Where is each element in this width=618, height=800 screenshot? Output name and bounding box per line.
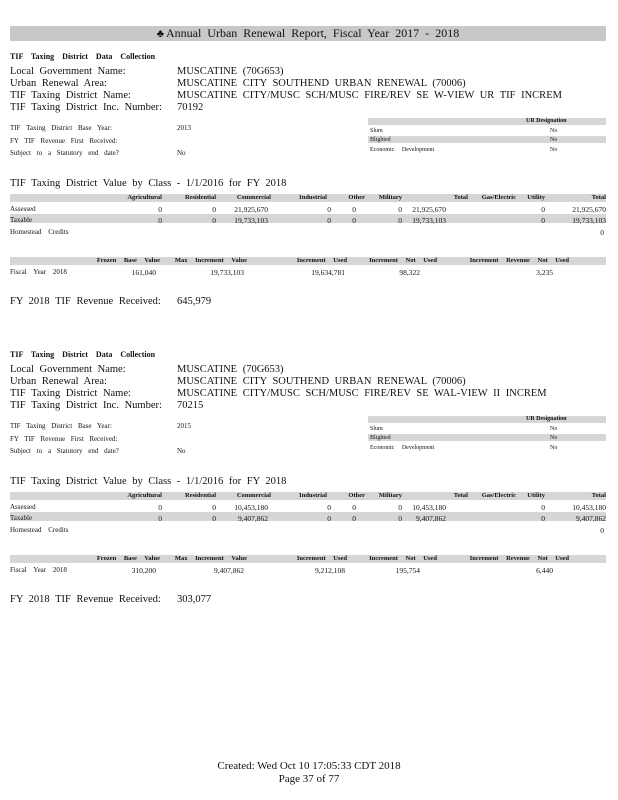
- assessed-agricultural: 0: [158, 205, 162, 214]
- blighted-label: Blighted: [370, 137, 391, 143]
- taxable-utility: 0: [541, 216, 545, 225]
- taxable-agricultural: 0: [158, 216, 162, 225]
- col-utility: Utility: [527, 194, 545, 201]
- value-by-class-title: TIF Taxing District Value by Class - 1/1/2016 for FY 2018: [10, 178, 287, 189]
- col-frozen-base-value: Frozen Base Value: [96, 555, 160, 562]
- col-increment-not-used: Increment Not Used: [369, 257, 437, 264]
- col-agricultural: Agricultural: [127, 194, 162, 201]
- first-received-label: FY TIF Revenue First Received:: [10, 137, 118, 145]
- taxable-utility: 0: [541, 514, 545, 523]
- increment-not-used-value: 195,754: [395, 566, 420, 575]
- ur-designation-header: UR Designation: [526, 416, 567, 422]
- assessed-total: 10,453,180: [412, 503, 446, 512]
- col-residential: Residential: [184, 194, 216, 201]
- taxable-industrial: 0: [327, 216, 331, 225]
- ur-designation-header: UR Designation: [526, 118, 567, 124]
- tif-district-section-2: [0, 298, 618, 605]
- increment-revenue-not-used-value: 3,235: [536, 268, 553, 277]
- assessed-residential: 0: [212, 503, 216, 512]
- homestead-label: Homestead Credits: [10, 526, 69, 534]
- ur-area-label: Urban Renewal Area:: [10, 376, 107, 387]
- ur-area-label: Urban Renewal Area:: [10, 78, 107, 89]
- col-military: Military: [378, 194, 402, 201]
- homestead-value: 0: [600, 228, 604, 237]
- max-increment-value: 19,733,103: [210, 268, 244, 277]
- col-increment-revenue-not-used: Increment Revenue Not Used: [469, 257, 569, 264]
- taxable-military: 0: [398, 514, 402, 523]
- assessed-utility: 0: [541, 503, 545, 512]
- col-total: Total: [453, 194, 468, 201]
- taxable-industrial: 0: [327, 514, 331, 523]
- taxable-agricultural: 0: [158, 514, 162, 523]
- first-received-label: FY TIF Revenue First Received:: [10, 435, 118, 443]
- econ-dev-label: Economic Development: [370, 445, 435, 451]
- blighted-value: No: [550, 137, 558, 143]
- section-header: TIF Taxing District Data Collection: [10, 350, 156, 359]
- assessed-military: 0: [398, 205, 402, 214]
- assessed-military: 0: [398, 503, 402, 512]
- assessed-industrial: 0: [327, 205, 331, 214]
- taxable-other: 0: [352, 514, 356, 523]
- taxable-military: 0: [398, 216, 402, 225]
- slum-label: Slum: [370, 426, 383, 432]
- tif-district-section-1: [0, 0, 618, 307]
- revenue-received-label: FY 2018 TIF Revenue Received:: [10, 296, 161, 307]
- col-agricultural: Agricultural: [127, 492, 162, 499]
- district-name-label: TIF Taxing District Name:: [10, 388, 131, 399]
- max-increment-value: 9,407,862: [214, 566, 244, 575]
- slum-value: No: [550, 426, 558, 432]
- assessed-label: Assessed: [10, 503, 36, 511]
- base-year-label: TIF Taxing District Base Year:: [10, 124, 112, 132]
- statutory-label: Subject to a Statutory end date?: [10, 447, 119, 455]
- blighted-value: No: [550, 435, 558, 441]
- assessed-industrial: 0: [327, 503, 331, 512]
- assessed-agricultural: 0: [158, 503, 162, 512]
- district-name-label: TIF Taxing District Name:: [10, 90, 131, 101]
- blighted-label: Blighted: [370, 435, 391, 441]
- col-commercial: Commercial: [236, 492, 271, 499]
- fiscal-year-label: Fiscal Year 2018: [10, 268, 67, 276]
- report-title: Annual Urban Renewal Report, Fiscal Year 2017 - 2018: [165, 26, 460, 40]
- col-total-all: Total: [591, 492, 606, 499]
- col-gas-electric: Gas/Electric: [481, 194, 516, 201]
- assessed-utility: 0: [541, 205, 545, 214]
- local-gov-label: Local Government Name:: [10, 364, 126, 375]
- assessed-total-all: 21,925,670: [572, 205, 606, 214]
- col-increment-used: Increment Used: [296, 555, 347, 562]
- taxable-residential: 0: [212, 514, 216, 523]
- taxable-label: Taxable: [10, 216, 33, 224]
- taxable-total: 9,407,862: [416, 514, 446, 523]
- col-industrial: Industrial: [299, 492, 327, 499]
- taxable-total-all: 9,407,862: [576, 514, 606, 523]
- value-by-class-title: TIF Taxing District Value by Class - 1/1/2016 for FY 2018: [10, 476, 287, 487]
- col-commercial: Commercial: [236, 194, 271, 201]
- inc-number-value: 70215: [177, 400, 204, 411]
- homestead-value: 0: [600, 526, 604, 535]
- assessed-commercial: 21,925,670: [234, 205, 268, 214]
- col-utility: Utility: [527, 492, 545, 499]
- ur-designation-box: [368, 416, 606, 456]
- revenue-received-value: 645,979: [177, 296, 212, 307]
- local-gov-value: MUSCATINE (70G653): [177, 66, 284, 77]
- frozen-base-value: 161,040: [131, 268, 156, 277]
- col-max-increment-value: Max Increment Value: [174, 555, 247, 562]
- revenue-received-value: 303,077: [177, 594, 212, 605]
- statutory-label: Subject to a Statutory end date?: [10, 149, 119, 157]
- col-gas-electric: Gas/Electric: [481, 492, 516, 499]
- created-timestamp: Created: Wed Oct 10 17:05:33 CDT 2018: [217, 760, 401, 772]
- revenue-received-label: FY 2018 TIF Revenue Received:: [10, 594, 161, 605]
- assessed-total-all: 10,453,180: [572, 503, 606, 512]
- col-other: Other: [348, 492, 365, 499]
- col-total: Total: [453, 492, 468, 499]
- local-gov-value: MUSCATINE (70G653): [177, 364, 284, 375]
- inc-number-label: TIF Taxing District Inc. Number:: [10, 400, 162, 411]
- taxable-commercial: 9,407,862: [238, 514, 268, 523]
- taxable-other: 0: [352, 216, 356, 225]
- homestead-label: Homestead Credits: [10, 228, 69, 236]
- assessed-commercial: 10,453,180: [234, 503, 268, 512]
- section-header: TIF Taxing District Data Collection: [10, 52, 156, 61]
- col-residential: Residential: [184, 492, 216, 499]
- slum-value: No: [550, 128, 558, 134]
- slum-label: Slum: [370, 128, 383, 134]
- ur-area-value: MUSCATINE CITY SOUTHEND URBAN RENEWAL (70006): [177, 376, 466, 387]
- base-year-label: TIF Taxing District Base Year:: [10, 422, 112, 430]
- assessed-other: 0: [352, 205, 356, 214]
- inc-number-label: TIF Taxing District Inc. Number:: [10, 102, 162, 113]
- page-number: Page 37 of 77: [278, 773, 340, 785]
- col-increment-used: Increment Used: [296, 257, 347, 264]
- col-other: Other: [348, 194, 365, 201]
- increment-used-value: 9,212,108: [315, 566, 345, 575]
- statutory-value: No: [177, 149, 186, 157]
- econ-dev-value: No: [550, 445, 558, 451]
- assessed-other: 0: [352, 503, 356, 512]
- statutory-value: No: [177, 447, 186, 455]
- inc-number-value: 70192: [177, 102, 204, 113]
- taxable-commercial: 19,733,103: [234, 216, 268, 225]
- econ-dev-label: Economic Development: [370, 147, 435, 153]
- col-total-all: Total: [591, 194, 606, 201]
- taxable-label: Taxable: [10, 514, 33, 522]
- club-icon: ♣: [156, 28, 164, 40]
- col-max-increment-value: Max Increment Value: [174, 257, 247, 264]
- col-military: Military: [378, 492, 402, 499]
- assessed-total: 21,925,670: [412, 205, 446, 214]
- col-increment-revenue-not-used: Increment Revenue Not Used: [469, 555, 569, 562]
- base-year-value: 2015: [177, 422, 191, 430]
- district-name-value: MUSCATINE CITY/MUSC SCH/MUSC FIRE/REV SE W-VIEW UR TIF INCREM: [177, 90, 562, 101]
- col-increment-not-used: Increment Not Used: [369, 555, 437, 562]
- frozen-base-value: 310,200: [131, 566, 156, 575]
- econ-dev-value: No: [550, 147, 558, 153]
- taxable-total-all: 19,733,103: [572, 216, 606, 225]
- local-gov-label: Local Government Name:: [10, 66, 126, 77]
- increment-revenue-not-used-value: 6,440: [536, 566, 553, 575]
- increment-not-used-value: 98,322: [399, 268, 420, 277]
- ur-area-value: MUSCATINE CITY SOUTHEND URBAN RENEWAL (70006): [177, 78, 466, 89]
- taxable-residential: 0: [212, 216, 216, 225]
- fiscal-year-label: Fiscal Year 2018: [10, 566, 67, 574]
- district-name-value: MUSCATINE CITY/MUSC SCH/MUSC FIRE/REV SE WAL-VIEW II INCREM: [177, 388, 547, 399]
- taxable-total: 19,733,103: [412, 216, 446, 225]
- assessed-label: Assessed: [10, 205, 36, 213]
- col-frozen-base-value: Frozen Base Value: [96, 257, 160, 264]
- increment-used-value: 19,634,781: [311, 268, 345, 277]
- ur-designation-box: [368, 118, 606, 158]
- base-year-value: 2013: [177, 124, 191, 132]
- col-industrial: Industrial: [299, 194, 327, 201]
- assessed-residential: 0: [212, 205, 216, 214]
